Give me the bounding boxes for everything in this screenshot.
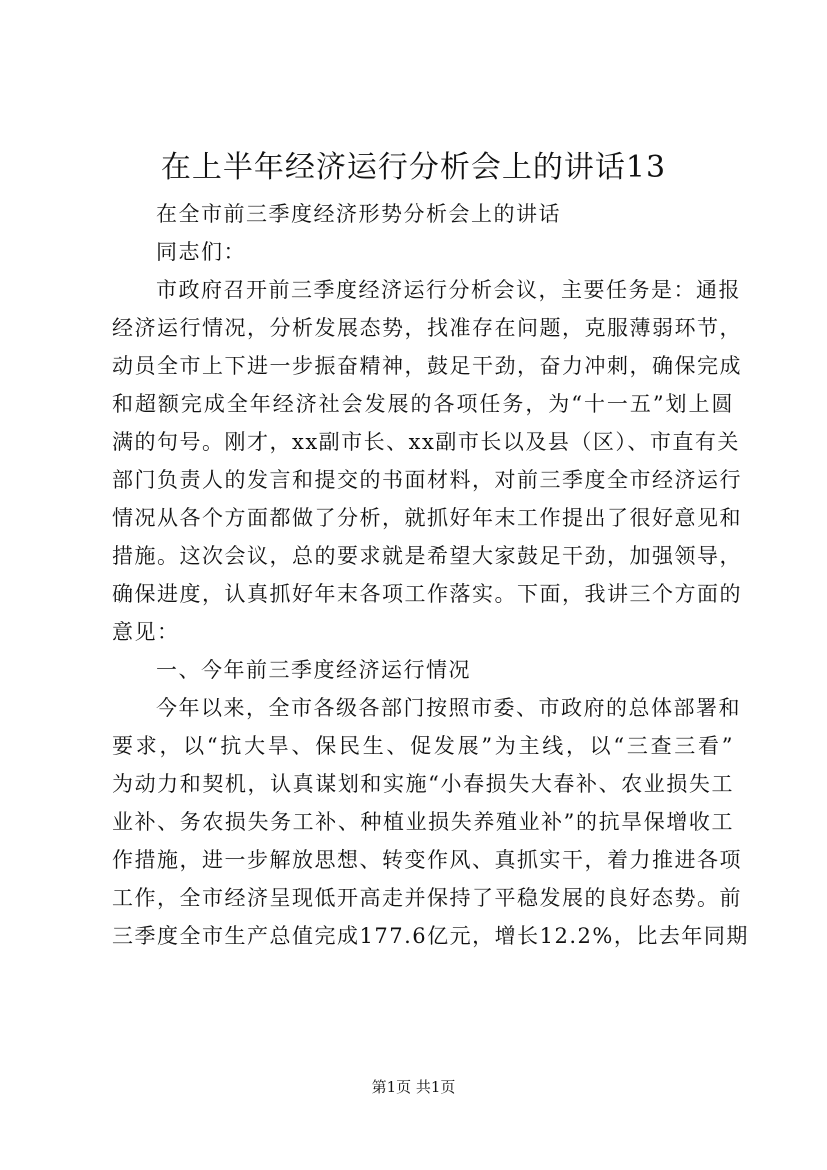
body-line: 三季度全市生产总值完成177.6亿元，增长12.2%，比去年同期 (112, 924, 749, 948)
body-line: 措施。这次会议，总的要求就是希望大家鼓足干劲，加强领导， (112, 544, 742, 568)
body-line: 动员全市上下进一步振奋精神，鼓足干劲，奋力冲刺，确保完成 (112, 354, 742, 378)
body-line: 情况从各个方面都做了分析，就抓好年末工作提出了很好意见和 (112, 506, 742, 530)
body-line: 在全市前三季度经济形势分析会上的讲话 (156, 202, 561, 226)
body-line: 意见： (112, 620, 180, 644)
body-line: 今年以来，全市各级各部门按照市委、市政府的总体部署和 (156, 696, 741, 720)
body-line: 部门负责人的发言和提交的书面材料，对前三季度全市经济运行 (112, 468, 742, 492)
page-footer: 第1页 共1页 (371, 1078, 456, 1096)
body-line: 为动力和契机，认真谋划和实施“小春损失大春补、农业损失工 (112, 772, 734, 796)
body-line: 要求，以“抗大旱、保民生、促发展”为主线，以“三查三看” (112, 734, 734, 758)
document-body (112, 195, 749, 955)
body-line: 和超额完成全年经济社会发展的各项任务，为“十一五”划上圆 (112, 392, 734, 416)
body-line: 满的句号。刚才，xx副市长、xx副市长以及县（区）、市直有关 (112, 430, 740, 454)
body-line: 经济运行情况，分析发展态势，找准存在问题，克服薄弱环节， (112, 316, 742, 340)
body-line: 市政府召开前三季度经济运行分析会议，主要任务是：通报 (156, 278, 741, 302)
body-line: 一、今年前三季度经济运行情况 (156, 658, 471, 682)
body-line: 业补、务农损失务工补、种植业损失养殖业补”的抗旱保增收工 (112, 810, 734, 834)
document-title: 在上半年经济运行分析会上的讲话13 (160, 150, 667, 185)
body-line: 作措施，进一步解放思想、转变作风、真抓实干，着力推进各项 (112, 848, 742, 872)
body-line: 工作，全市经济呈现低开高走并保持了平稳发展的良好态势。前 (112, 886, 742, 910)
body-line: 确保进度，认真抓好年末各项工作落实。下面，我讲三个方面的 (112, 582, 742, 606)
body-line: 同志们： (156, 240, 246, 264)
